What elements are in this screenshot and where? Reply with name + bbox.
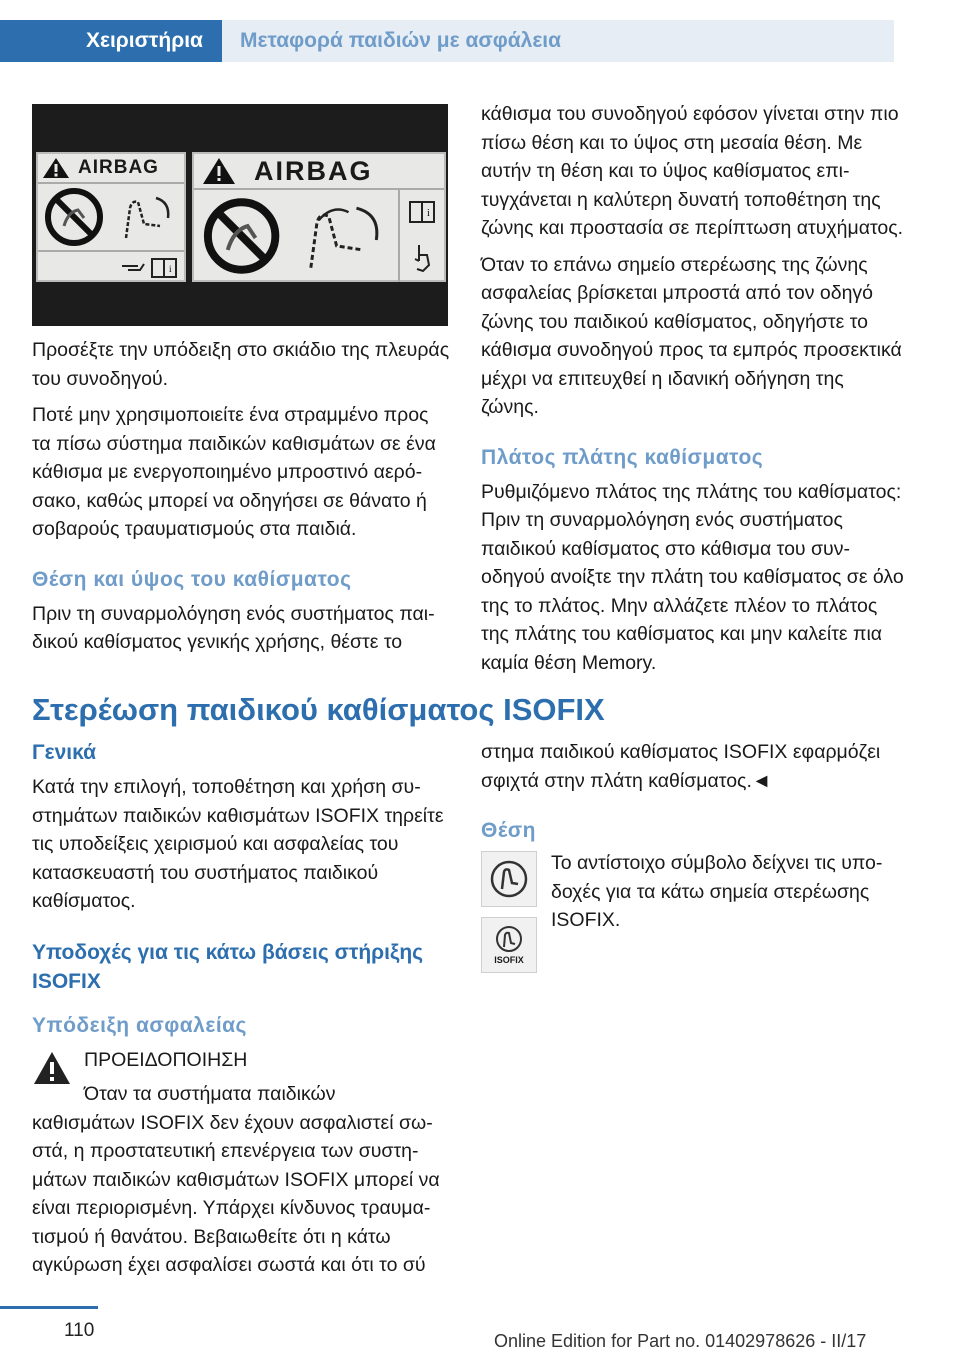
paragraph: στημα παιδικού καθίσματος ISOFIX εφαρμόζει σφιχτά στην πλάτη καθίσματος.◄: [481, 741, 881, 792]
isofix-label-icon: [481, 917, 537, 973]
warning-text: καθισμάτων ISOFIX δεν έχουν ασφαλιστεί σωστά, η προστατευτική επενέργεια των συστημάτων παιδικών καθισμάτων ISOFIX μπορεί να είναι περιορισμένη. Υπάρχει κίνδυνος τραυματισμού ή θανάτου. Βεβαιωθείτε ότι η κάτω αγκύρωση έχει ασφαλίσει σωστά και ότι το σύ: [32, 1111, 440, 1276]
edition-note: Online Edition for Part no. 01402978626 - II/17: [494, 1331, 867, 1351]
airbag-label-large: [192, 152, 446, 282]
warning-text-first: Όταν τα συστήματα παιδικών: [84, 1083, 336, 1105]
warning-triangle-icon: [42, 156, 70, 180]
paragraph: Όταν το επάνω σημείο στερέωσης της ζώνης ασφαλείας βρίσκεται μπροστά από τον οδηγό ζώνης του παιδικού καθίσματος, οδηγήστε το κάθισμα συνοδηγού προς τα εμπρός προσεκτικά μέχρι να επιτευχθεί η ιδανική οδήγηση της ζώνης.: [481, 253, 902, 418]
subheading-safety-note: Υπόδειξη ασφαλείας: [32, 1013, 247, 1037]
warning-triangle-icon: [32, 1050, 72, 1086]
page-number: 110: [64, 1320, 95, 1341]
hand-pointer-icon: [120, 258, 150, 278]
paragraph: Ποτέ μην χρησιμοποιείτε ένα στραμμένο προς τα πίσω σύστημα παιδικών καθισμάτων σε ένα κάθισμα με ενεργοποιημένο μπροστινό αερόσακο, καθώς μπορεί να οδηγήσει σε θάνατο ή σοβαρούς τραυματισμούς στα παιδιά.: [32, 404, 436, 540]
footer-rule: [0, 1306, 98, 1309]
airbag-seat-icon: [289, 190, 398, 282]
svg-text:i: i: [169, 264, 172, 274]
left-column-top: [32, 336, 452, 665]
paragraph: Πριν τη συναρμολόγηση ενός συστήματος παιδικού καθίσματος γενικής χρήσης, θέστε το: [32, 602, 435, 653]
warning-title: ΠΡΟΕΙΔΟΠΟΙΗΣΗ: [84, 1048, 248, 1071]
airbag-label-small: [36, 152, 186, 282]
paragraph: Το αντίστοιχο σύμβολο δείχνει τις υποδοχές για τα κάτω σημεία στερέωσης ISOFIX.: [551, 852, 883, 931]
warning-triangle-icon: [202, 156, 236, 186]
paragraph: Κατά την επιλογή, τοποθέτηση και χρήση συστημάτων παιδικών καθισμάτων ISOFIX τηρείτε τις υποδείξεις χειρισμού και ασφαλείας του κατασκευαστή του συστήματος παιδικού καθίσματος.: [32, 776, 444, 912]
svg-text:i: i: [427, 207, 430, 219]
subheading-seat-position: Θέση και ύψος του καθίσματος: [32, 567, 352, 591]
paragraph: κάθισμα του συνοδηγού εφόσον γίνεται στην πιο πίσω θέση και το ύψος στη μεσαία θέση. Με αυτήν τη θέση και το ύψος καθίσματος επιτυγχάνεται η καλύτερη δυνατή τοποθέτηση της ζώνης και προστασία σε περίπτωση ατυχήματος.: [481, 103, 904, 239]
tab-child-safety[interactable]: Μεταφορά παιδιών με ασφάλεια: [222, 20, 894, 62]
isofix-seat-symbol-icon: [481, 851, 537, 907]
airbag-large-text: AIRBAG: [254, 155, 373, 186]
airbag-seat-icon: [110, 184, 182, 250]
left-column-bottom: [32, 738, 452, 1288]
paragraph: Ρυθμιζόμενο πλάτος της πλάτης του καθίσματος: Πριν τη συναρμολόγηση ενός συστήματος παιδικού καθίσματος στο κάθισμα του συνοδηγού ανοίξτε την πλάτη του καθίσματος σε όλο της το πλάτος. Μην αλλάζετε πλέον το πλάτος της πλάτης του καθίσματος και μην καλείτε πια καμία θέση Memory.: [481, 480, 904, 674]
right-column-top: [481, 100, 905, 685]
manual-book-icon: [408, 200, 436, 224]
no-rear-seat-icon: [194, 190, 289, 282]
subheading-backrest-width: Πλάτος πλάτης καθίσματος: [481, 445, 764, 469]
subheading-isofix-mounts: Υποδοχές για τις κάτω βάσεις στήριξης ISOFIX: [32, 940, 424, 993]
paragraph: Προσέξτε την υπόδειξη στο σκιάδιο της πλευράς του συνοδηγού.: [32, 339, 450, 390]
airbag-small-text: AIRBAG: [78, 157, 159, 178]
header-bar: [0, 0, 960, 62]
manual-book-icon: [150, 257, 178, 279]
hand-pointer-icon: [411, 243, 433, 273]
subheading-position: Θέση: [481, 819, 537, 842]
tab-controls[interactable]: Χειριστήρια: [0, 20, 222, 62]
right-column-bottom: [481, 738, 905, 973]
airbag-label-photo: [32, 104, 448, 326]
section-title: Στερέωση παιδικού καθίσματος ISOFIX: [32, 692, 605, 727]
no-rear-seat-icon: [38, 184, 110, 250]
subheading-general: Γενικά: [32, 741, 97, 764]
isofix-icon-text: ISOFIX: [494, 955, 524, 965]
